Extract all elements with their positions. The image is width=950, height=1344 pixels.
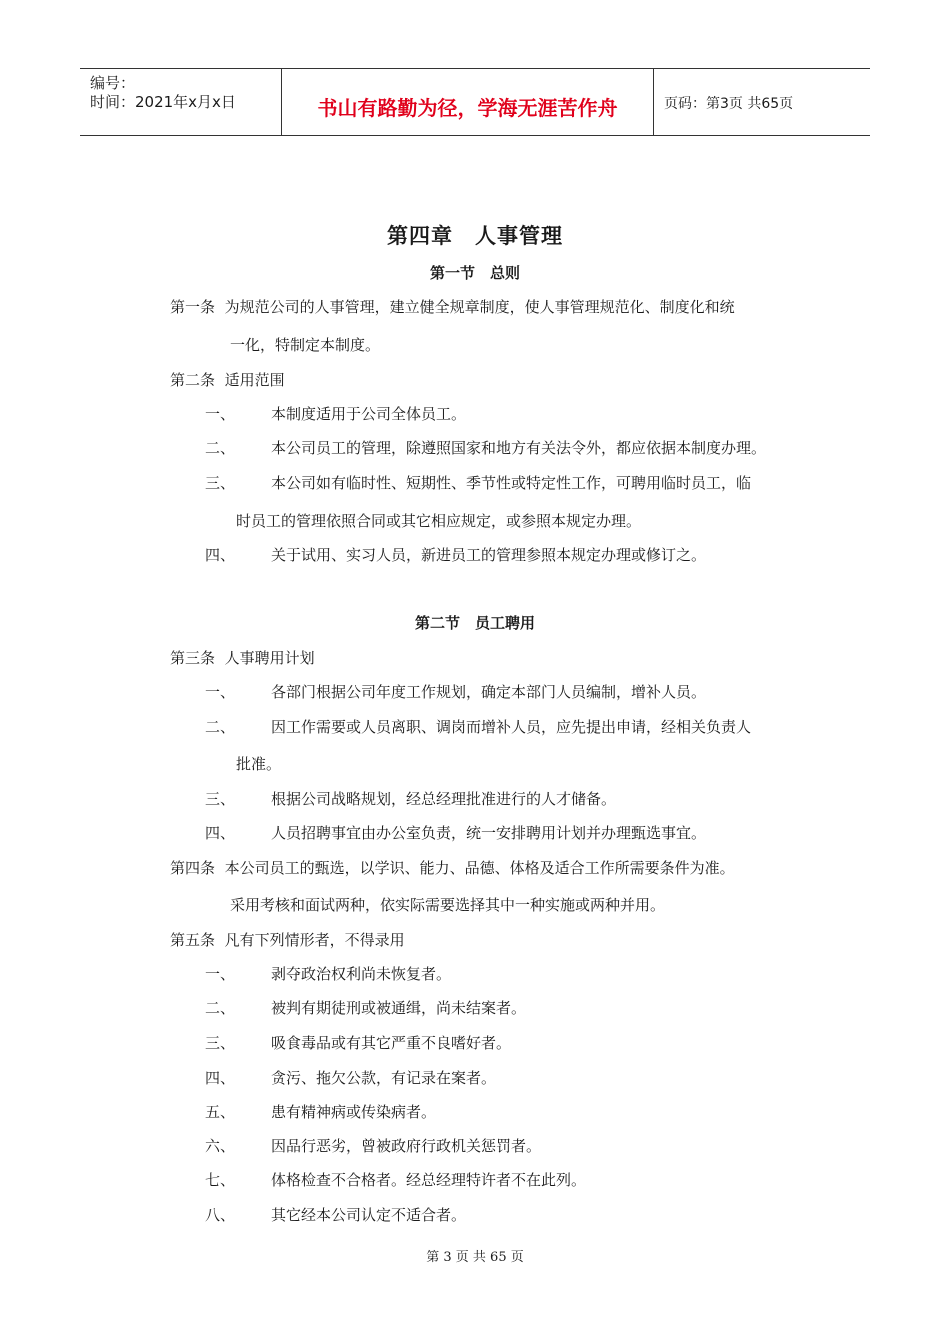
article-label: 第三条 (170, 649, 216, 667)
list-item (205, 822, 706, 843)
list-item-text: 本公司员工的管理，除遵照国家和地方有关法令外，都应依据本制度办理。 (271, 439, 767, 457)
article-line (170, 296, 735, 317)
list-item (205, 437, 766, 458)
header-meta-cell (80, 69, 282, 135)
list-item-text: 因品行恶劣，曾被政府行政机关惩罚者。 (271, 1137, 542, 1155)
list-item-text: 关于试用、实习人员，新进员工的管理参照本规定办理或修订之。 (271, 546, 707, 564)
article-label: 第五条 (170, 931, 216, 949)
list-item (205, 716, 751, 737)
list-item-number: 三、 (205, 790, 236, 808)
section-title: 第一节 总则 (429, 264, 520, 282)
list-item (205, 1169, 586, 1190)
page-footer: 第 3 页 共 65 页 (426, 1250, 524, 1265)
list-item-number: 六、 (205, 1137, 236, 1155)
list-item-number: 一、 (205, 965, 236, 983)
list-item (205, 403, 466, 424)
header-page-info: 页码：第3页 共65页 (664, 96, 794, 112)
list-item-text: 剥夺政治权利尚未恢复者。 (271, 965, 452, 983)
article-line (170, 929, 405, 950)
article-text: 凡有下列情形者，不得录用 (224, 931, 405, 949)
list-item-number: 三、 (205, 474, 236, 492)
article-text: 适用范围 (224, 371, 285, 389)
list-item (205, 1067, 496, 1088)
list-item (205, 1135, 541, 1156)
header-page-cell (654, 69, 870, 135)
list-item-number: 三、 (205, 1034, 236, 1052)
list-item-number: 四、 (205, 546, 236, 564)
list-item (205, 1101, 436, 1122)
list-item-text: 本公司如有临时性、短期性、季节性或特定性工作，可聘用临时员工，临 (271, 474, 752, 492)
list-item-text: 各部门根据公司年度工作规划，确定本部门人员编制，增补人员。 (271, 683, 707, 701)
list-item (205, 544, 706, 565)
document-number: 编号： (90, 74, 136, 92)
article-text: 本公司员工的甄选，以学识、能力、品德、体格及适合工作所需要条件为准。 (224, 859, 735, 877)
list-item-text: 吸食毒品或有其它严重不良嗜好者。 (271, 1034, 512, 1052)
list-item (205, 681, 706, 702)
article-label: 第二条 (170, 371, 216, 389)
page-header (80, 68, 870, 136)
article-line (170, 857, 735, 878)
list-item (205, 963, 451, 984)
article-line (170, 647, 315, 668)
list-item (205, 472, 751, 493)
list-item-text: 贪污、拖欠公款，有记录在案者。 (271, 1069, 497, 1087)
list-item-number: 八、 (205, 1206, 236, 1224)
list-item-number: 二、 (205, 718, 236, 736)
list-item (205, 1032, 511, 1053)
list-item-number: 四、 (205, 824, 236, 842)
list-item-number: 一、 (205, 683, 236, 701)
list-item (205, 1204, 466, 1225)
list-item-text: 本制度适用于公司全体员工。 (271, 405, 467, 423)
list-item-number: 一、 (205, 405, 236, 423)
list-item-continuation: 批准。 (236, 755, 282, 773)
article-label: 第四条 (170, 859, 216, 877)
header-motto-cell (282, 69, 654, 135)
list-item-number: 五、 (205, 1103, 236, 1121)
article-continuation: 采用考核和面试两种，依实际需要选择其中一种实施或两种并用。 (230, 896, 666, 914)
list-item (205, 788, 616, 809)
list-item (205, 997, 526, 1018)
section-title: 第二节 员工聘用 (414, 614, 535, 632)
article-label: 第一条 (170, 298, 216, 316)
list-item-number: 四、 (205, 1069, 236, 1087)
list-item-text: 被判有期徒刑或被通缉，尚未结案者。 (271, 999, 527, 1017)
list-item-text: 根据公司战略规划，经总经理批准进行的人才储备。 (271, 790, 617, 808)
document-time: 时间：2021年x月x日 (90, 93, 236, 111)
list-item-continuation: 时员工的管理依照合同或其它相应规定，或参照本规定办理。 (236, 512, 642, 530)
article-continuation: 一化，特制定本制度。 (230, 336, 381, 354)
header-motto: 书山有路勤为径，学海无涯苦作舟 (317, 96, 618, 120)
list-item-number: 二、 (205, 999, 236, 1017)
list-item-number: 七、 (205, 1171, 236, 1189)
list-item-number: 二、 (205, 439, 236, 457)
article-line (170, 369, 285, 390)
list-item-text: 患有精神病或传染病者。 (271, 1103, 437, 1121)
list-item-text: 其它经本公司认定不适合者。 (271, 1206, 467, 1224)
article-text: 人事聘用计划 (224, 649, 315, 667)
chapter-title: 第四章 人事管理 (387, 224, 563, 248)
list-item-text: 体格检查不合格者。经总经理特许者不在此列。 (271, 1171, 587, 1189)
list-item-text: 因工作需要或人员离职、调岗而增补人员，应先提出申请，经相关负责人 (271, 718, 752, 736)
article-text: 为规范公司的人事管理，建立健全规章制度，使人事管理规范化、制度化和统 (224, 298, 735, 316)
list-item-text: 人员招聘事宜由办公室负责，统一安排聘用计划并办理甄选事宜。 (271, 824, 707, 842)
